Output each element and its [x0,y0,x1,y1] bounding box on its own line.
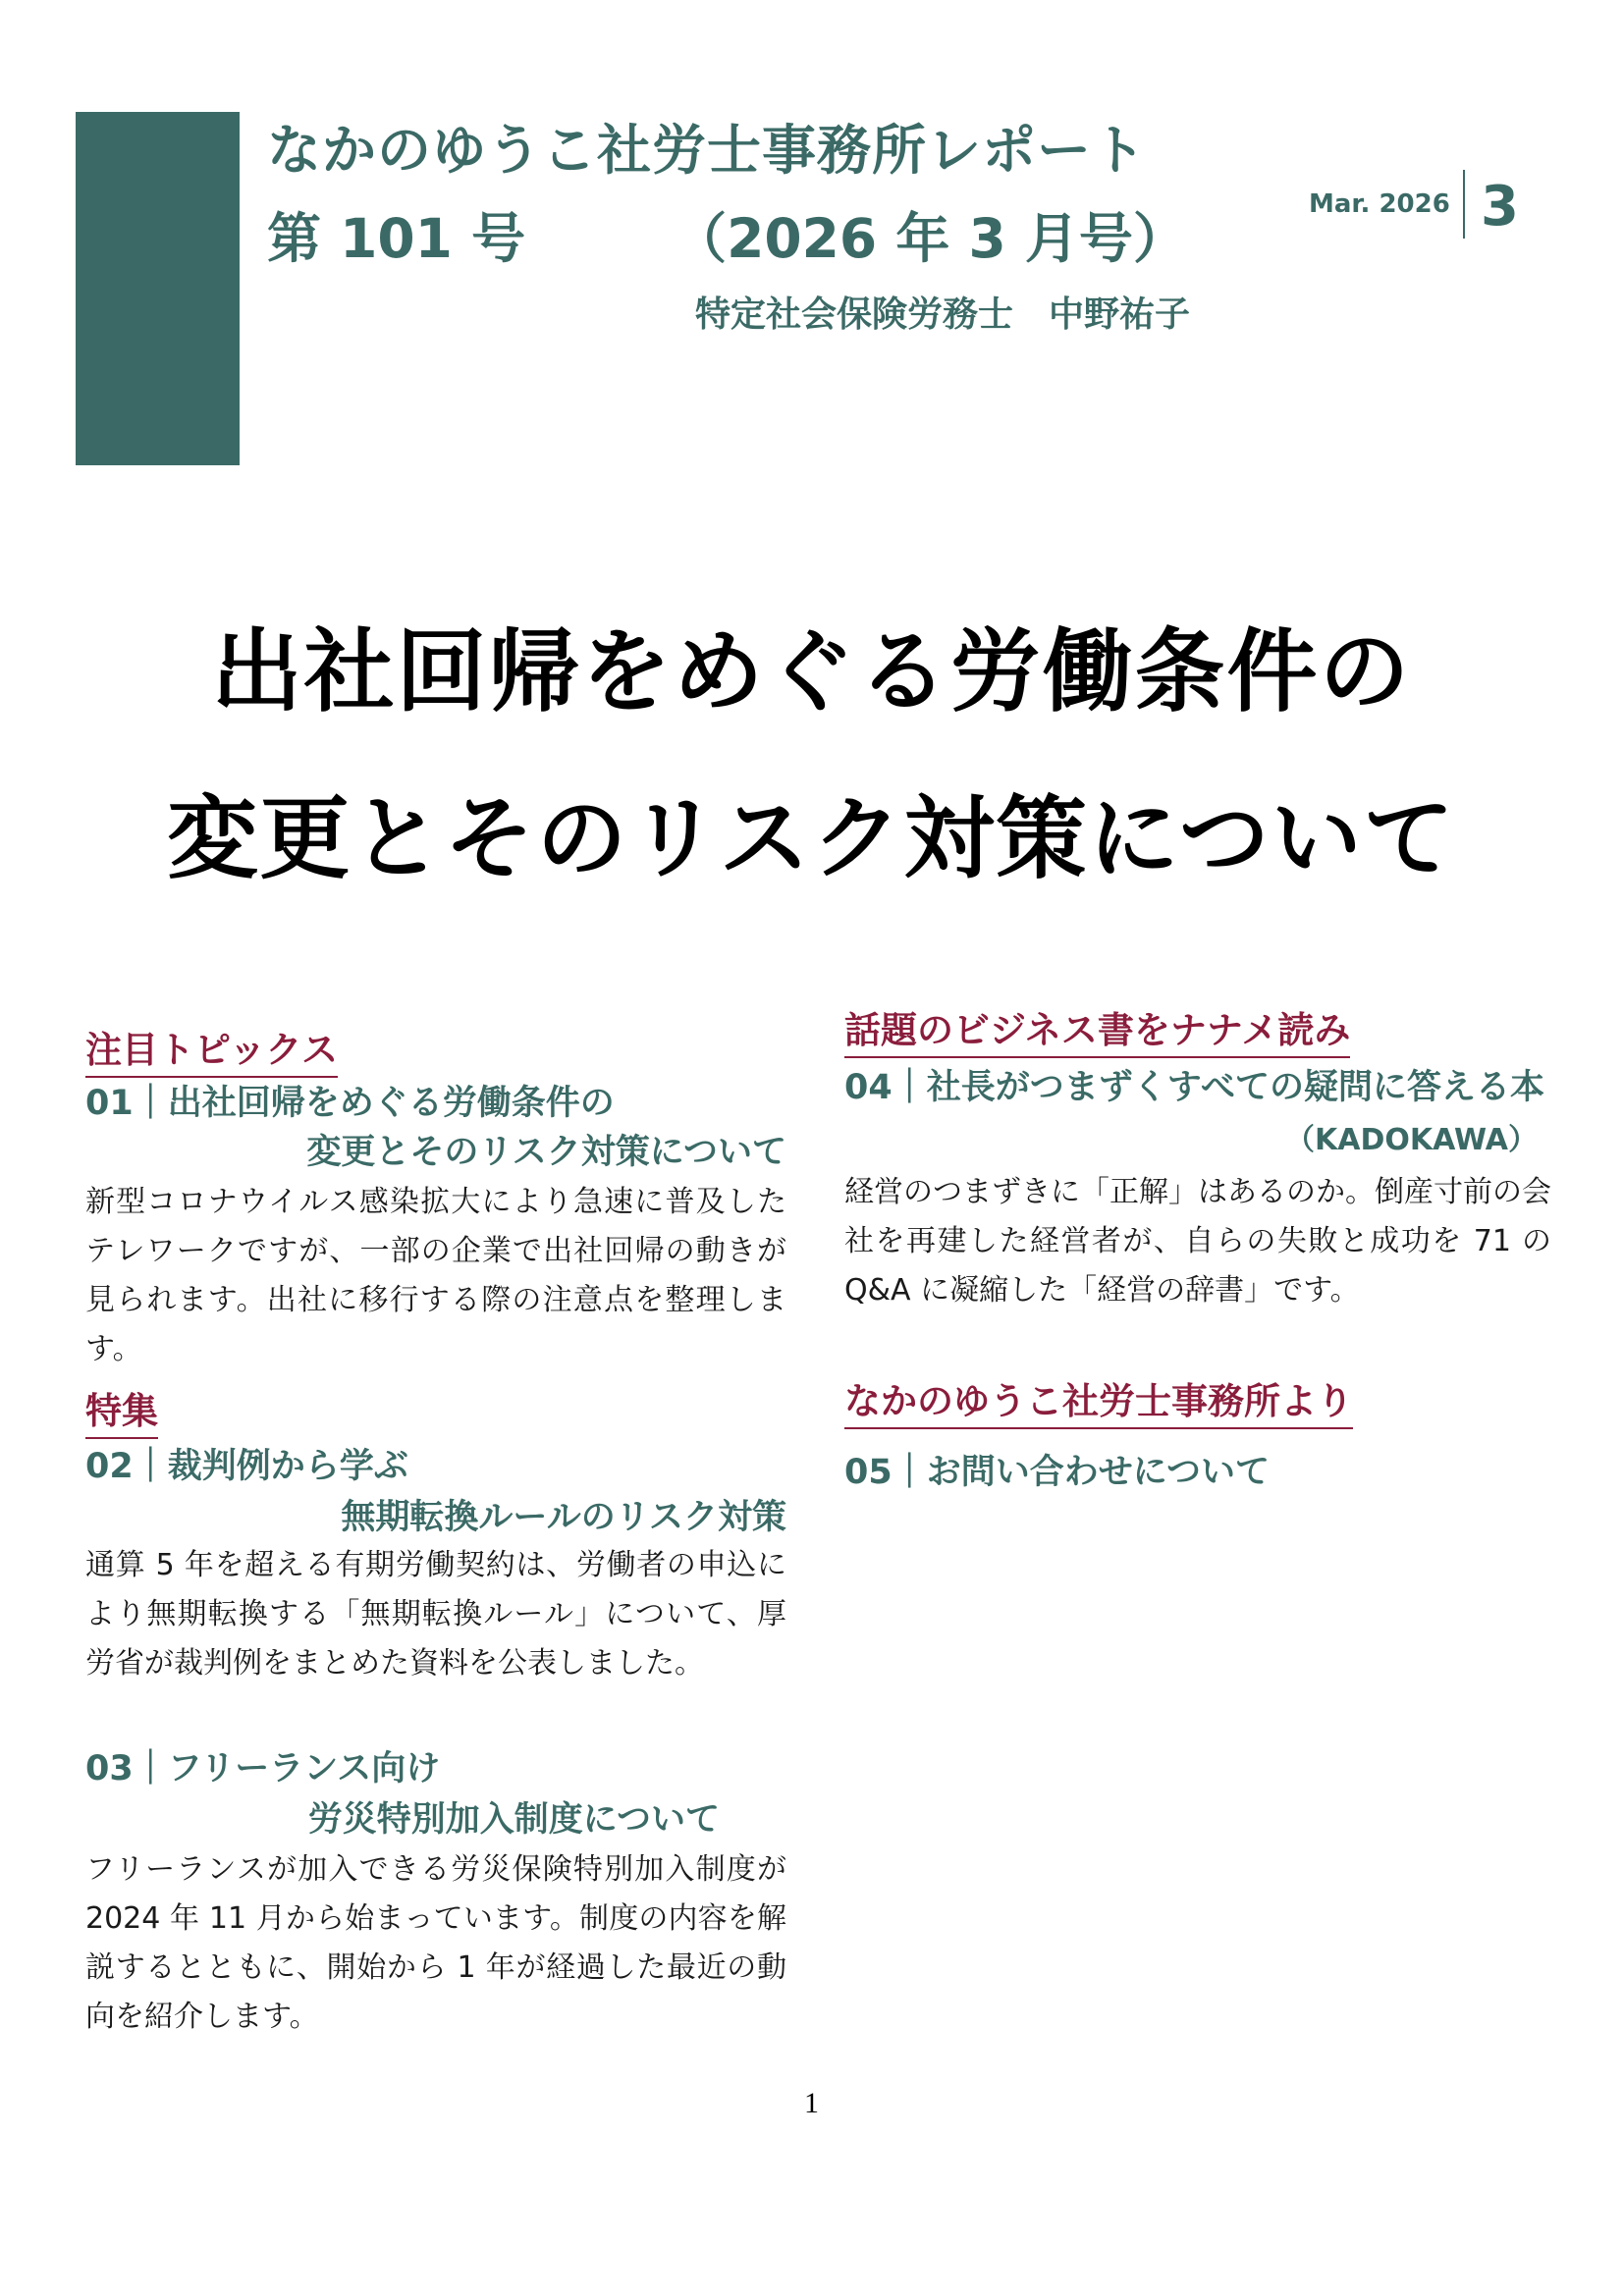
article-01-title-line1: 01｜出社回帰をめぐる労働条件の [85,1084,615,1123]
issue-line [267,204,1187,273]
header-color-block [76,112,240,465]
article-04-title-line1: 04｜社長がつまずくすべての疑問に答える本 [844,1068,1545,1107]
article-02-title-line1: 02｜裁判例から学ぶ [85,1447,408,1486]
month-label: Mar. 2026 [1309,189,1450,219]
section-heading-office-news: なかのゆうこ社労士事務所より [844,1378,1353,1429]
article-05-title-line1: 05｜お問い合わせについて [844,1453,1271,1492]
section-heading-topics: 注目トピックス [85,1027,338,1078]
issue-number: 第 101 号 [267,207,526,270]
article-01-body: 新型コロナウイルス感染拡大により急速に普及したテレワークですが、一部の企業で出社回帰の動きが見られます。出社に移行する際の注意点を整理します。 [85,1185,786,1366]
main-title-line2: 変更とそのリスク対策について [167,786,1456,891]
section-heading-book-review: 話題のビジネス書をナナメ読み [844,1007,1350,1058]
page-number: 1 [804,2087,819,2119]
article-04-publisher: （KADOKAWA） [1285,1123,1538,1157]
main-title-line1: 出社回帰をめぐる労働条件の [211,619,1412,724]
article-03-title-line1: 03｜フリーランス向け [85,1749,441,1789]
article-03-title-line2: 労災特別加入制度について [307,1800,720,1840]
issue-date: （2026 年 3 月号） [673,207,1187,270]
month-divider [1463,170,1465,239]
month-number: 3 [1481,175,1519,239]
article-03-body: フリーランスが加入できる労災保険特別加入制度が 2024 年 11 月から始まっています。制度の内容を解説するとともに、開始から 1 年が経過した最近の動向を紹介します。 [85,1852,786,2034]
article-02-title-line2: 無期転換ルールのリスク対策 [341,1498,786,1537]
article-02-body: 通算 5 年を超える有期労働契約は、労働者の申込により無期転換する「無期転換ルール」について、厚労省が裁判例をまとめた資料を公表しました。 [85,1548,786,1681]
article-04-body: 経営のつまずきに「正解」はあるのか。倒産寸前の会社を再建した経営者が、自らの失敗と成功を 71 の Q&A に凝縮した「経営の辞書」です。 [844,1175,1551,1308]
author-name: 特定社会保険労務士 中野祐子 [695,294,1191,335]
article-01-title-line2: 変更とそのリスク対策について [306,1133,786,1172]
section-heading-feature: 特集 [85,1388,158,1439]
report-title: なかのゆうこ社労士事務所レポート [267,119,1148,182]
